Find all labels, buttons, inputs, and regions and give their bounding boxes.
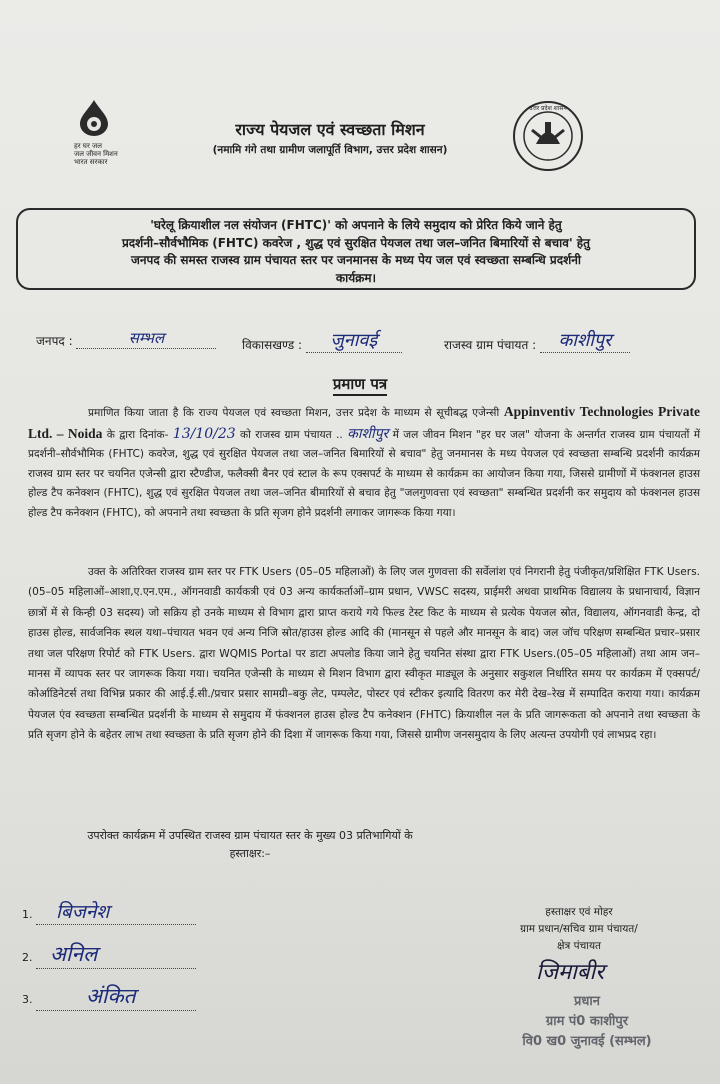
participant-1-signature: बिजनेश xyxy=(56,901,110,923)
pradhan-signature: जिमाबीर xyxy=(536,960,605,985)
participant-3-signature: अंकित xyxy=(86,984,136,1008)
program-title-box xyxy=(16,208,696,290)
certificate-paragraph-1 xyxy=(28,402,700,523)
block-field xyxy=(242,328,402,353)
district-field xyxy=(36,328,216,349)
para1-part4: में जल जीवन मिशन "हर घर जल" योजना के अन्तर्गत राजस्व ग्राम पंचायतों में प्रदर्शनी–सौर्वभौमिक (FHTC) कवरेज, शुद्ध एवं सुरक्षित पेयजल तथा जल–जनित बिमारियों से बचाव" हेतु जनमानस के मध्य पेयजल एवं स्वच्छता सम्बन्धि प्रदर्शनी कार्यक्रम राजस्व ग्राम स्तर पर चयनित एजेन्सी द्वारा स्टैण्डीज, फलैक्सी बैनर एवं स्टाल के रूप एक्सपर्ट के माध्यम से कार्यक्रम का आयोजन किया गया, जिससे ग्रामीणों में फंक्शनल हाउस होल्ड टैप कनेक्शन (FHTC), शुद्ध एवं सुरक्षित पेयजल तथा जल–जनित बीमारियों से बचाव हेतु "जलगुणवत्ता एवं स्वच्छता" सम्बन्धित प्रदर्शनी कर समुदाय को फंक्शनल हाउस होल्ड टैप कनेक्शन (FHTC), को अपनाने तथा स्वच्छता के प्रति सृजग होने प्रदर्शनी लगाकर जागरूक किया गया। xyxy=(28,428,701,519)
block-value: जुनावई xyxy=(330,330,378,351)
signatory-line2: ग्राम प्रधान/सचिव ग्राम पंचायत/ xyxy=(520,923,638,935)
logo-line1: हर घर जल xyxy=(74,142,102,150)
village-name: काशीपुर xyxy=(347,425,389,442)
event-date: 13/10/23 xyxy=(172,425,236,442)
block-label: विकासखण्ड : xyxy=(242,338,303,352)
program-line2: प्रदर्शनी–सौर्वभौमिक (FHTC) कवरेज , शुद्ध एवं सुरक्षित पेयजल तथा जल–जनित बिमारियों से बचाव' हेतु xyxy=(121,235,591,250)
para1-part3: को राजस्व ग्राम पंचायत .. xyxy=(240,428,343,441)
participants-intro xyxy=(30,827,470,863)
seal-text: उत्तर प्रदेश शासन xyxy=(529,105,567,112)
stamp-line3: वि0 ख0 जुनावई (सम्भल) xyxy=(522,1034,652,1049)
up-government-seal xyxy=(512,100,584,172)
para1-part2: के द्वारा दिनांक- xyxy=(106,428,169,441)
program-line4: कार्यक्रम। xyxy=(335,270,377,285)
participants-intro-line2: हस्ताक्षर:– xyxy=(229,847,271,860)
district-value: सम्भल xyxy=(128,329,165,347)
participant-signature-3 xyxy=(22,982,196,1011)
stamp-line2: ग्राम पं0 काशीपुर xyxy=(545,1014,629,1029)
logo-line3: भारत सरकार xyxy=(74,158,108,166)
panchayat-field xyxy=(444,328,630,353)
signatory-block xyxy=(484,904,674,955)
water-drop-icon xyxy=(66,98,126,138)
department-subtitle: (नमामि गंगे तथा ग्रामीण जलापूर्ति विभाग, उत्तर प्रदेश शासन) xyxy=(212,144,448,156)
participant-number-3: 3. xyxy=(22,993,33,1006)
certificate-paragraph-2: उक्त के अतिरिक्त राजस्व ग्राम स्तर पर FTK Users (05–05 महिलाओं) के लिए जल गुणवत्ता की सर्वेलांश एवं निगरानी हेतु पंजीकृत/प्रशिक्षित FTK Users.(05–05 महिलाओं–आशा,ए.एन.एम., ऑगनवाडी कार्यकत्री एवं 03 अन्य कार्यकर्ताओं–ग्राम प्रधान, VWSC सदस्य, प्राईमरी अथवा प्राथमिक विद्यालय के प्रधानाचार्य, विज्ञान छात्रों में से किन्ही 03 सदस्य) जो सक्रिय हो उनके माध्यम से विभाग द्वारा प्राप्त कराये गये फिल्ड टेस्ट किट के माध्यम से प्रत्येक पेयजल स्रोत, विद्यालय, ऑगनवाडी केन्द्र, दो हाउस होल्ड, सार्वजनिक स्थल यथा–पंचायत भवन एवं अन्य निजि स्रोत/हाउस होल्ड आदि की (मानसून से पहले और मानसून के बाद) जल जॉच परिक्षण सम्बन्धित प्रचार–प्रसार तथा जल परिक्षण रिपोर्ट को FTK Users. द्वारा WQMIS Portal पर डाटा अपलोड किया जाने हेतु चयनित संस्था द्वारा FTK Users.(05–05 महिलाओं) तथा आम जन–मानस में व्यापक स्तर पर जागरूक किया गया। चयनित एजेन्सी के माध्यम से मिशन विभाग द्वारा स्वीकृत माड्यूल के अनुसार सकुशल निर्धारित समय पर कार्यक्रम में एक्सपर्ट/कोर्आडिनेटर्स तथा विभिन्न प्रकार की आई.ई.सी./प्रचार प्रसार सामग्री–बकु लेट, पम्पलेट, पोस्टर एवं स्टीकर इत्यादि वितरण कर मेरी देख–रेख में सम्पादित कराया गया। कार्यक्रम पेयजल एंव स्वच्छता सम्बन्धित प्रदर्शनी के माध्यम से समुदाय में फंक्शनल हाउस होल्ड टैप कनेक्शन (FHTC) क्रियाशील नल के प्रति जागरूकता को अपनाने तथा स्वच्छता के प्रति सृजग होने के बहेतर लाभ तथा स्वच्छता के प्रति सृजग होने की दिशा में जागरूक किया गया, जिससे ग्रामीण जनसमुदाय के लिए अत्यन्त उपयोगी एवं लाभप्रद रहा। xyxy=(28,566,701,742)
signatory-line1: हस्ताक्षर एवं मोहर xyxy=(545,906,613,918)
district-label: जनपद : xyxy=(36,334,73,348)
signatory-line3: क्षेत्र पंचायत xyxy=(556,940,602,952)
agency-name: Appinventiv Technologies Private Ltd. – Noida xyxy=(28,404,701,441)
participant-2-signature: अनिल xyxy=(50,942,98,966)
official-stamp xyxy=(512,992,662,1052)
participants-intro-line1: उपरोक्त कार्यक्रम में उपस्थित राजस्व ग्राम पंचायत स्तर के मुख्य 03 प्रतिभागियों के xyxy=(87,829,413,842)
stamp-line1: प्रधान xyxy=(574,994,600,1009)
panchayat-value: काशीपुर xyxy=(558,330,612,351)
participant-number-2: 2. xyxy=(22,951,33,964)
panchayat-label: राजस्व ग्राम पंचायत : xyxy=(444,338,537,352)
participant-number-1: 1. xyxy=(22,908,33,921)
logo-line2: जल जीवन मिशन xyxy=(74,150,118,158)
certificate-heading: प्रमाण पत्र xyxy=(0,374,720,394)
jal-jeevan-mission-logo xyxy=(66,98,126,168)
department-title: राज्य पेयजल एवं स्वच्छता मिशन xyxy=(235,120,425,139)
participant-signature-2 xyxy=(22,940,196,969)
participant-signature-1 xyxy=(22,898,196,925)
para1-part1: प्रमाणित किया जाता है कि राज्य पेयजल एवं स्वच्छता मिशन, उत्तर प्रदेश के माध्यम से सूचीबद्ध एजेन्सी xyxy=(88,407,500,419)
program-line3: जनपद की समस्त राजस्व ग्राम पंचायत स्तर पर जनमानस के मध्य पेय जल एवं स्वच्छता सम्बन्धि प्रदर्शनी xyxy=(130,253,582,267)
program-line1: 'घरेलू क्रियाशील नल संयोजन (FHTC)' को अपनाने के लिये समुदाय को प्रेरित किये जाने हेतु xyxy=(150,218,562,232)
